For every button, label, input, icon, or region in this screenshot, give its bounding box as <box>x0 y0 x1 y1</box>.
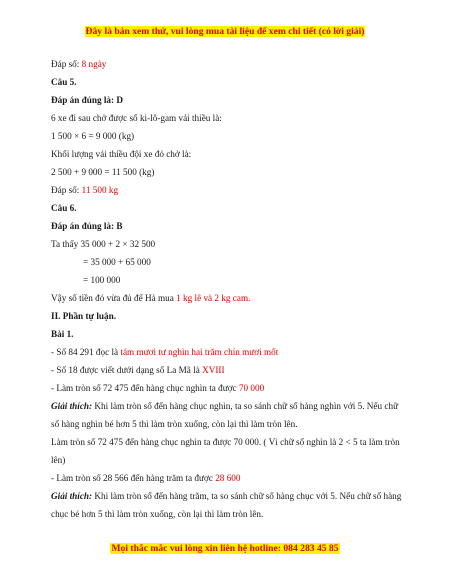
answer-value: XVIII <box>202 365 225 375</box>
header-banner-text: Đây là bản xem thử, vui lòng mua tài liệu để xem chi tiết (có lời giải) <box>85 26 365 37</box>
answer-value: tám mươi tư nghìn hai trăm chín mươi mốt <box>120 347 279 357</box>
footer-banner <box>0 543 450 554</box>
answer-label: Đáp số: <box>51 185 82 195</box>
answer-label: - Làm tròn số 28 566 đến hàng trăm ta được <box>51 473 216 483</box>
explanation <box>51 487 403 523</box>
conclusion-text: Vậy số tiền đó vừa đủ để Hà mua <box>51 293 177 303</box>
answer-line <box>51 379 403 397</box>
answer-value: 28 600 <box>215 473 241 483</box>
answer-label: - Làm tròn số 72 475 đến hàng chục nghìn ta được <box>51 383 239 393</box>
text-line: 6 xe đi sau chở được số ki-lô-gam vải thiều là: <box>51 113 222 123</box>
answer-line <box>51 55 403 73</box>
correct-answer: Đáp án đúng là: D <box>51 95 123 105</box>
explanation <box>51 397 403 433</box>
correct-answer: Đáp án đúng là: B <box>51 221 123 231</box>
answer-line <box>51 343 403 361</box>
answer-label: Đáp số: <box>51 59 82 69</box>
question-heading: Câu 6. <box>51 203 77 213</box>
text-line: Làm tròn số 72 475 đến hàng chục nghìn ta được 70 000. ( Vì chữ số nghìn là 2 < 5 ta làm tròn lên) <box>51 437 400 465</box>
answer-label: - Số 84 291 đọc là <box>51 347 121 357</box>
explanation-label: Giải thích: <box>51 401 93 411</box>
question-heading: Câu 5. <box>51 77 77 87</box>
footer-banner-text: Mọi thắc mắc vui lòng xin liên hệ hotline: 084 283 45 85 <box>111 543 339 554</box>
answer-label: - Số 18 được viết dưới dạng số La Mã là <box>51 365 203 375</box>
answer-line <box>51 181 403 199</box>
answer-line <box>51 469 403 487</box>
explanation-text: Khi làm tròn số đến hàng chục nghìn, ta so sánh chữ số hàng nghìn với 5. Nếu chữ số hàng nghìn bé hơn 5 thì làm tròn xuống, còn lại thì làm tròn lên. <box>51 401 399 429</box>
section-heading: II. Phần tự luận. <box>51 311 116 321</box>
calc-line: = 35 000 + 65 000 <box>83 257 151 267</box>
document-body <box>51 55 403 523</box>
calc-line: 1 500 × 6 = 9 000 (kg) <box>51 131 135 141</box>
answer-value: 70 000 <box>238 383 265 393</box>
explanation-text: Khi làm tròn số đến hàng trăm, ta so sánh chữ số hàng chục với 5. Nếu chữ số hàng chục bé hơn 5 thì làm tròn xuống, còn lại thì làm tròn lên. <box>51 491 402 519</box>
header-banner <box>0 26 450 37</box>
answer-value: 11 500 kg <box>81 185 119 195</box>
calc-line: 2 500 + 9 000 = 11 500 (kg) <box>51 167 155 177</box>
text-line: Khối lượng vải thiều đội xe đó chở là: <box>51 149 192 159</box>
explanation-label: Giải thích: <box>51 491 93 501</box>
calc-line: = 100 000 <box>83 275 121 285</box>
calc-line: Ta thấy 35 000 + 2 × 32 500 <box>51 239 156 249</box>
exercise-heading: Bài 1. <box>51 329 74 339</box>
answer-value: 8 ngày <box>81 59 107 69</box>
answer-value: 1 kg lê và 2 kg cam. <box>176 293 251 303</box>
answer-line <box>51 361 403 379</box>
conclusion-line <box>51 289 403 307</box>
